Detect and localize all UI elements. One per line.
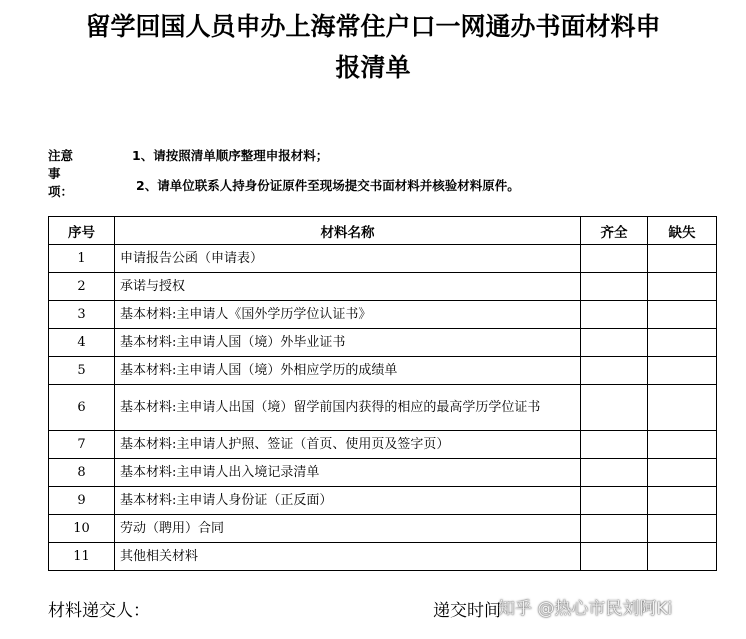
note-item-1: 1、请按照清单顺序整理申报材料； bbox=[132, 148, 329, 163]
row-number: 9 bbox=[49, 487, 115, 515]
row-number: 6 bbox=[49, 385, 115, 431]
row-complete-cell bbox=[581, 431, 648, 459]
table-row bbox=[49, 273, 717, 301]
table-row bbox=[49, 301, 717, 329]
table-row bbox=[49, 487, 717, 515]
document-title bbox=[20, 6, 726, 88]
header-material-name: 材料名称 bbox=[115, 217, 581, 245]
row-complete-cell bbox=[581, 543, 648, 571]
row-complete-cell bbox=[581, 245, 648, 273]
row-number: 8 bbox=[49, 459, 115, 487]
row-complete-cell bbox=[581, 385, 648, 431]
row-complete-cell bbox=[581, 329, 648, 357]
row-number: 11 bbox=[49, 543, 115, 571]
title-line-2: 报清单 bbox=[335, 53, 411, 82]
row-missing-cell bbox=[648, 301, 717, 329]
row-missing-cell bbox=[648, 431, 717, 459]
row-complete-cell bbox=[581, 515, 648, 543]
row-number: 3 bbox=[49, 301, 115, 329]
zhihu-watermark: 知乎 @热心市民刘阿Ki bbox=[498, 599, 673, 619]
table-header-row bbox=[49, 217, 717, 245]
row-missing-cell bbox=[648, 245, 717, 273]
row-number: 1 bbox=[49, 245, 115, 273]
row-complete-cell bbox=[581, 459, 648, 487]
row-missing-cell bbox=[648, 329, 717, 357]
row-complete-cell bbox=[581, 487, 648, 515]
row-missing-cell bbox=[648, 459, 717, 487]
row-material-name: 基本材料:主申请人国（境）外相应学历的成绩单 bbox=[115, 357, 581, 385]
row-material-name: 劳动（聘用）合同 bbox=[115, 515, 581, 543]
row-missing-cell bbox=[648, 357, 717, 385]
row-material-name: 承诺与授权 bbox=[115, 273, 581, 301]
row-missing-cell bbox=[648, 487, 717, 515]
row-material-name: 申请报告公函（申请表） bbox=[115, 245, 581, 273]
materials-table bbox=[48, 216, 717, 571]
row-number: 2 bbox=[49, 273, 115, 301]
row-missing-cell bbox=[648, 385, 717, 431]
submitter-label: 材料递交人： bbox=[48, 601, 150, 621]
row-missing-cell bbox=[648, 273, 717, 301]
header-missing: 缺失 bbox=[648, 217, 717, 245]
row-material-name: 基本材料:主申请人《国外学历学位认证书》 bbox=[115, 301, 581, 329]
row-material-name: 基本材料:主申请人身份证（正反面） bbox=[115, 487, 581, 515]
row-material-name: 基本材料:主申请人出国（境）留学前国内获得的相应的最高学历学位证书 bbox=[115, 385, 581, 431]
row-number: 5 bbox=[49, 357, 115, 385]
row-material-name: 基本材料:主申请人国（境）外毕业证书 bbox=[115, 329, 581, 357]
row-number: 4 bbox=[49, 329, 115, 357]
row-complete-cell bbox=[581, 273, 648, 301]
table-row bbox=[49, 357, 717, 385]
row-complete-cell bbox=[581, 357, 648, 385]
title-line-1: 留学回国人员申办上海常住户口一网通办书面材料申 bbox=[85, 12, 661, 41]
row-missing-cell bbox=[648, 543, 717, 571]
table-row bbox=[49, 245, 717, 273]
table-row bbox=[49, 459, 717, 487]
table-row bbox=[49, 329, 717, 357]
row-number: 10 bbox=[49, 515, 115, 543]
row-complete-cell bbox=[581, 301, 648, 329]
table-row bbox=[49, 385, 717, 431]
table-row bbox=[49, 543, 717, 571]
row-number: 7 bbox=[49, 431, 115, 459]
note-item-2: 2、请单位联系人持身份证原件至现场提交书面材料并核验材料原件。 bbox=[136, 178, 520, 193]
table-row bbox=[49, 431, 717, 459]
notes-label: 注意事项： bbox=[48, 148, 74, 199]
row-material-name: 基本材料:主申请人护照、签证（首页、使用页及签字页） bbox=[115, 431, 581, 459]
header-complete: 齐全 bbox=[581, 217, 648, 245]
row-missing-cell bbox=[648, 515, 717, 543]
row-material-name: 基本材料:主申请人出入境记录清单 bbox=[115, 459, 581, 487]
table-row bbox=[49, 515, 717, 543]
row-material-name: 其他相关材料 bbox=[115, 543, 581, 571]
submission-time-label: 递交时间 bbox=[433, 601, 501, 621]
header-number: 序号 bbox=[49, 217, 115, 245]
